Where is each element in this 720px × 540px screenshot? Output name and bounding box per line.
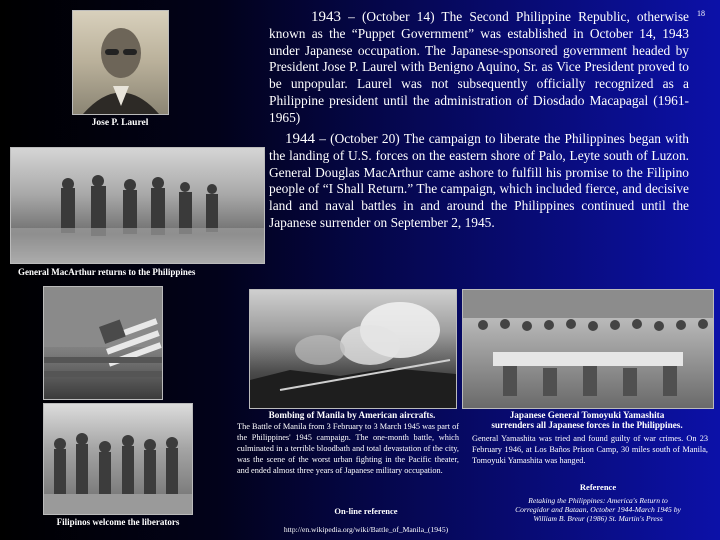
macarthur-paragraph: [269, 131, 689, 232]
yamashita-ref-line2: Corregidor and Bataan, October 1944-March 1945 by: [515, 505, 681, 514]
flag-photo: [43, 286, 163, 400]
manila-text: The Battle of Manila from 3 February to 3 March 1945 was part of the Philippines' 1945 campaign. The one-month battle, which culminated in a terrible bloodbath and total devastation of the city, was the scene of the worst urban fighting in the Pacific theater, and ended almost three years of Japanese military occupation.: [237, 422, 459, 475]
macarthur-text: – (October 20) The campaign to liberate the Philippines began with the landing of U.S. forces on the eastern shore of Palo, Leyte south of Luzon. General Douglas MacArthur came ashore to fulfill his promise to the Filipino people of “I Shall Return.” The campaign, which included fierce, and decisive land and naval battles in and around the Philippines continued until the Japanese surrender on September 2, 1945.: [269, 131, 689, 230]
manila-reference-box: [265, 506, 467, 534]
smoke-over-city: [250, 290, 456, 408]
surrender-table-image: [463, 290, 713, 408]
portrait-figure: [73, 11, 168, 114]
yamashita-text: General Yamashita was tried and found guilty of war crimes. On 23 February 1946, at Los Baños Prison Camp, 30 miles south of Manila, Tomoyuki Yamashita was hanged.: [472, 434, 708, 465]
yamashita-surrender-photo: [462, 289, 714, 409]
laurel-paragraph: [269, 9, 689, 127]
laurel-caption: Jose P. Laurel: [91, 118, 149, 128]
american-flag-image: [44, 287, 162, 399]
yamashita-reference-box: [485, 482, 711, 523]
liberators-caption: Filipinos welcome the liberators: [56, 517, 180, 527]
manila-ref-url[interactable]: http://en.wikipedia.org/wiki/Battle_of_Manila_(1945): [283, 525, 449, 534]
laurel-portrait: [72, 10, 169, 115]
yamashita-caption: [462, 410, 712, 430]
manila-ref-title: On-line reference: [334, 506, 398, 516]
year-1944: 1944: [285, 131, 315, 147]
manila-bombing-photo: [249, 289, 457, 409]
liberators-photo: [43, 403, 193, 515]
manila-caption: Bombing of Manila by American aircrafts.: [268, 410, 436, 420]
macarthur-caption: General MacArthur returns to the Philippines: [18, 267, 196, 277]
slide-number: 18: [697, 9, 705, 18]
yamashita-ref-title: Reference: [579, 482, 617, 492]
macarthur-landing-photo: [10, 147, 265, 264]
crowd-image: [44, 404, 192, 514]
laurel-text: – (October 14) The Second Philippine Republic, otherwise known as the “Puppet Government” was established in October 14, 1943 under Japanese occupation. The Japanese-sponsored government headed by President Jose P. Laurel with Benigno Aquino, Sr. as Vice President proved to be unpopular. Laurel was not subsequently officially recognized as a Philippine president until the administration of Diosdado Macapagal (1961-1965): [269, 9, 689, 125]
soldiers-wading: [11, 148, 264, 263]
year-1943: 1943: [311, 9, 341, 25]
yamashita-ref-line3: William B. Breur (1986) St. Martin's Press: [533, 514, 663, 523]
yamashita-caption-line1: Japanese General Tomoyuki Yamashita: [509, 410, 665, 420]
yamashita-ref-line1: Retaking the Philippines: America's Return to: [528, 496, 668, 505]
yamashita-caption-line2: surrenders all Japanese forces in the Philippines.: [491, 420, 683, 430]
